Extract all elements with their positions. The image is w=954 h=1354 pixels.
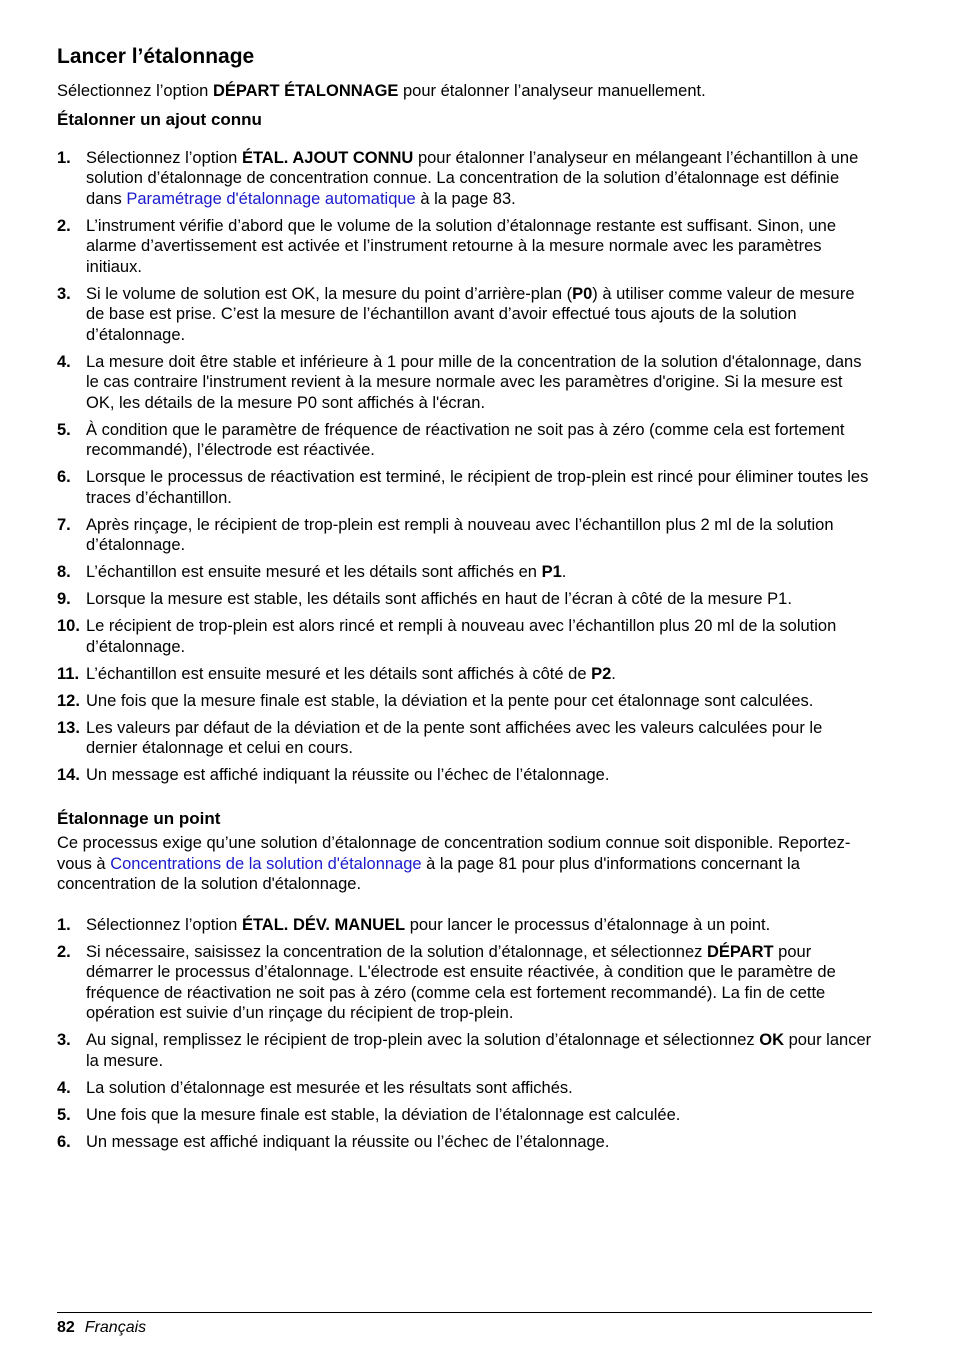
intro-text: Sélectionnez l’option xyxy=(57,82,213,101)
parameter-name: P0 xyxy=(572,284,593,303)
list-item xyxy=(57,515,872,556)
list-item xyxy=(57,1030,872,1071)
option-name: ÉTAL. DÉV. MANUEL xyxy=(241,915,406,934)
subsection-title-un-point: Étalonnage un point xyxy=(57,808,221,828)
step-text: Lorsque la mesure est stable, les détails sont affichés en haut de l’écran à côté de la mesure P1. xyxy=(86,590,792,609)
step-text: Sélectionnez l’option xyxy=(86,915,242,934)
page-number: 82 xyxy=(57,1319,75,1336)
steps-un-point xyxy=(57,915,872,1153)
list-item xyxy=(57,589,872,610)
document-page xyxy=(57,44,872,1159)
step-number: 3. xyxy=(57,284,71,303)
step-text: L’échantillon est ensuite mesuré et les détails sont affichés à côté de xyxy=(86,664,592,683)
step-number: 11. xyxy=(57,664,80,683)
step-text: Si le volume de solution est OK, la mesure du point d’arrière-plan ( xyxy=(86,284,573,303)
step-number: 5. xyxy=(57,420,71,439)
step-number: 6. xyxy=(57,468,71,487)
step-number: 5. xyxy=(57,1105,71,1124)
page-footer xyxy=(57,1312,872,1337)
option-name: DÉPART xyxy=(706,942,774,961)
step-text: pour lancer la mesure. xyxy=(86,1031,872,1070)
list-item xyxy=(57,915,872,936)
step-text: pour étalonner l’analyseur en mélangeant l’échantillon à une solution d’étalonnage de concentration connue. La concentration de la solution d’étalonnage est définie dans xyxy=(86,148,859,208)
step-text: La mesure doit être stable et inférieure à 1 pour mille de la concentration de la solution d'étalonnage, dans le cas contraire l'instrument revient à la mesure normale avec les paramètres d'origine. Si la mesure est OK, les détails de la mesure P0 sont affichés à l'écran. xyxy=(86,352,862,412)
list-item xyxy=(57,942,872,1024)
intro-text: Ce processus exige qu’une solution d’étalonnage de concentration sodium connue soit disponible. Reportez-vous à xyxy=(57,834,851,873)
step-text: . xyxy=(561,563,567,582)
step-text: Au signal, remplissez le récipient de trop-plein avec la solution d’étalonnage et sélectionnez xyxy=(86,1031,760,1050)
cross-reference-link[interactable]: Paramétrage d'étalonnage automatique xyxy=(126,189,416,208)
list-item xyxy=(57,420,872,461)
step-text: Une fois que la mesure finale est stable, la déviation de l’étalonnage est calculée. xyxy=(86,1105,681,1124)
step-number: 10. xyxy=(57,617,80,636)
list-item xyxy=(57,616,872,657)
list-item xyxy=(57,718,872,759)
step-text: L’instrument vérifie d’abord que le volume de la solution d’étalonnage restante est suffisant. Sinon, une alarme d’avertissement est activée et l’instrument retourne à la mesure normale avec les paramètres initiaux. xyxy=(86,216,837,276)
list-item xyxy=(57,467,872,508)
list-item xyxy=(57,216,872,278)
list-item xyxy=(57,664,872,685)
step-number: 2. xyxy=(57,942,71,961)
intro-text: pour étalonner l’analyseur manuellement. xyxy=(398,82,706,101)
steps-ajout-connu xyxy=(57,148,872,786)
step-text: Un message est affiché indiquant la réussite ou l’échec de l’étalonnage. xyxy=(86,1132,610,1151)
list-item xyxy=(57,691,872,712)
list-item xyxy=(57,1105,872,1126)
step-number: 7. xyxy=(57,515,71,534)
page-language: Français xyxy=(84,1319,147,1336)
step-text: Une fois que la mesure finale est stable, la déviation et la pente pour cet étalonnage sont calculées. xyxy=(86,691,814,710)
step-number: 1. xyxy=(57,915,71,934)
list-item xyxy=(57,352,872,414)
section-intro xyxy=(57,833,872,895)
step-number: 6. xyxy=(57,1132,71,1151)
list-item xyxy=(57,148,872,210)
list-item xyxy=(57,284,872,346)
section-title-lancer-etalonnage: Lancer l’étalonnage xyxy=(57,45,255,68)
intro-text: à la page 81 pour plus d'informations concernant la concentration de la solution d'étalonnage. xyxy=(57,854,800,894)
step-number: 4. xyxy=(57,352,71,371)
step-number: 8. xyxy=(57,563,71,582)
step-text: Le récipient de trop-plein est alors rincé et rempli à nouveau avec l’échantillon plus 20 ml de la solution d’étalonnage. xyxy=(86,617,837,656)
step-text: ) à utiliser comme valeur de mesure de base est prise. C’est la mesure de l’échantillon avant d’avoir effectué tous ajouts de la solution d’étalonnage. xyxy=(86,284,855,344)
step-number: 14. xyxy=(57,766,80,785)
step-text: À condition que le paramètre de fréquence de réactivation ne soit pas à zéro (comme cela est fortement recommandé), l’électrode est réactivée. xyxy=(86,420,845,460)
step-text: pour démarrer le processus d’étalonnage. L'électrode est ensuite réactivée, à condition que le paramètre de fréquence de réactivation ne soit pas à zéro (comme cela est fortement recommandé). La fin de cette opération est suivie d’un rinçage du récipient de trop-plein. xyxy=(86,942,836,1023)
step-text: L’échantillon est ensuite mesuré et les détails sont affichés en xyxy=(86,563,542,582)
step-number: 1. xyxy=(57,148,71,167)
list-item xyxy=(57,765,872,786)
option-name: ÉTAL. AJOUT CONNU xyxy=(241,148,414,167)
step-text: . xyxy=(611,664,616,683)
option-name: DÉPART ÉTALONNAGE xyxy=(212,82,399,101)
list-item xyxy=(57,1132,872,1153)
parameter-name: P2 xyxy=(591,664,612,683)
cross-reference-link[interactable]: Concentrations de la solution d'étalonnage xyxy=(110,854,422,873)
section-intro xyxy=(57,81,872,102)
step-text: Un message est affiché indiquant la réussite ou l’échec de l’étalonnage. xyxy=(86,766,610,785)
step-text: pour lancer le processus d’étalonnage à un point. xyxy=(405,915,771,934)
step-text: Lorsque le processus de réactivation est terminé, le récipient de trop-plein est rincé pour éliminer toutes les traces d’échantillon. xyxy=(86,468,869,507)
step-number: 3. xyxy=(57,1031,71,1050)
step-text: Si nécessaire, saisissez la concentration de la solution d’étalonnage, et sélectionnez xyxy=(86,942,707,961)
list-item xyxy=(57,562,872,583)
step-text: Les valeurs par défaut de la déviation et de la pente sont affichées avec les valeurs calculées pour le dernier étalonnage et celui en cours. xyxy=(86,718,823,758)
step-number: 13. xyxy=(57,718,80,737)
step-number: 9. xyxy=(57,590,71,609)
step-text: Sélectionnez l’option xyxy=(86,148,242,167)
step-number: 12. xyxy=(57,691,80,710)
subsection-title-ajout-connu: Étalonner un ajout connu xyxy=(57,109,262,129)
option-name: OK xyxy=(759,1031,784,1050)
step-text: à la page 83. xyxy=(415,189,516,208)
list-item xyxy=(57,1078,872,1099)
parameter-name: P1 xyxy=(541,563,562,582)
step-number: 4. xyxy=(57,1078,71,1097)
step-text: La solution d’étalonnage est mesurée et les résultats sont affichés. xyxy=(86,1078,573,1097)
step-text: Après rinçage, le récipient de trop-plein est rempli à nouveau avec l’échantillon plus 2 ml de la solution d’étalonnage. xyxy=(86,515,834,555)
step-number: 2. xyxy=(57,216,71,235)
